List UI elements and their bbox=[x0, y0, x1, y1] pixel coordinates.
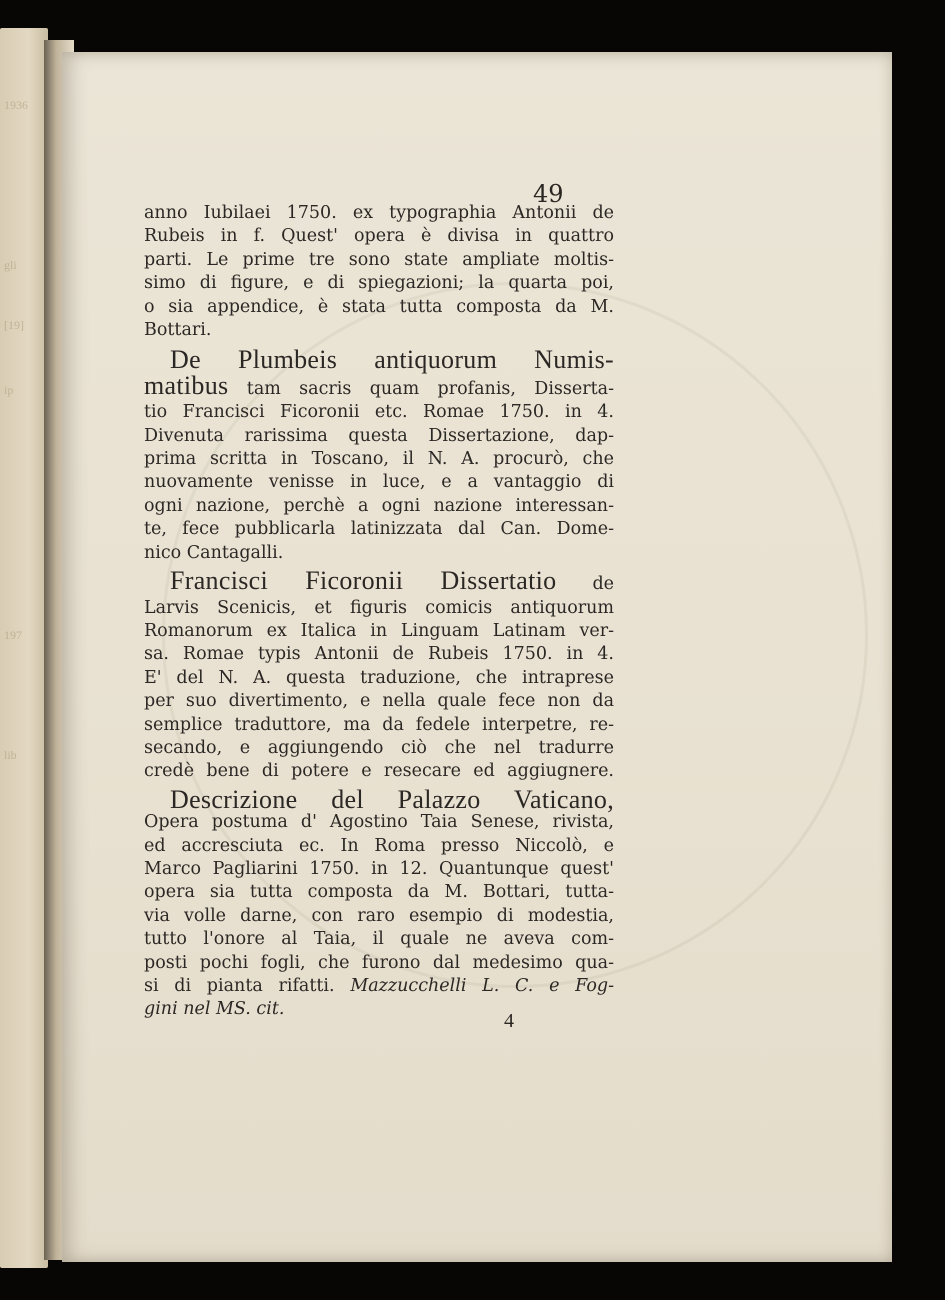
facing-page-fragment: [19] bbox=[4, 318, 24, 332]
signature-mark: 4 bbox=[504, 1010, 514, 1032]
text-line: parti. Le prime tre sono state ampliate moltis- bbox=[144, 249, 614, 270]
text-line: ogni nazione, perchè a ogni nazione interessan- bbox=[144, 495, 614, 516]
citation: Mazzucchelli L. C. e Fog- bbox=[350, 976, 614, 996]
page-number: 49 bbox=[533, 180, 564, 208]
text-line: secando, e aggiungendo ciò che nel tradurre bbox=[144, 737, 614, 758]
text-line: via volle darne, con raro esempio di modestia, bbox=[144, 905, 614, 926]
facing-page-fragment: lib bbox=[4, 748, 17, 762]
text-line: opera sia tutta composta da M. Bottari, tutta- bbox=[144, 882, 614, 903]
text-line: simo di figure, e di spiegazioni; la quarta poi, bbox=[144, 273, 614, 294]
text-line: Romanorum ex Italica in Linguam Latinam ver- bbox=[144, 620, 614, 641]
page-text bbox=[144, 202, 614, 1022]
text-line: Bottari. bbox=[144, 320, 212, 341]
text-line: sa. Romae typis Antonii de Rubeis 1750. in 4. bbox=[144, 644, 614, 665]
entry-title: De Plumbeis antiquorum Numis- bbox=[170, 345, 614, 375]
text-line: credè bene di potere e resecare ed aggiugnere. bbox=[144, 761, 614, 782]
entry-title-continued: matibus bbox=[144, 370, 229, 400]
text-line: o sia appendice, è stata tutta composta da M. bbox=[144, 296, 614, 317]
text-line: anno Iubilaei 1750. ex typographia Antonii de bbox=[144, 203, 614, 223]
text-line: te, fece pubblicarla latinizzata dal Can. Dome- bbox=[144, 519, 614, 540]
text-line-tail: de bbox=[556, 574, 615, 595]
text-line: semplice traduttore, ma da fedele interpetre, re- bbox=[144, 714, 614, 735]
text-line: tutto l'onore al Taia, il quale ne aveva com- bbox=[144, 929, 614, 950]
text-line: Marco Pagliarini 1750. in 12. Quantunque quest' bbox=[144, 858, 614, 879]
text-line bbox=[144, 975, 614, 998]
facing-page-fragment: 197 bbox=[4, 628, 22, 642]
entry-title: Descrizione del Palazzo Vaticano, bbox=[170, 784, 614, 814]
facing-page-fragment: 1936 bbox=[4, 98, 28, 112]
facing-page-fragment: ip bbox=[4, 383, 14, 397]
text-line: Larvis Scenicis, et figuris comicis antiquorum bbox=[144, 597, 614, 618]
text-line bbox=[144, 566, 615, 596]
facing-page-fragment: gli bbox=[4, 258, 17, 272]
text-line: nuovamente venisse in luce, e a vantaggio di bbox=[144, 472, 614, 493]
text-line: Rubeis in f. Quest' opera è divisa in quattro bbox=[144, 226, 614, 247]
text-line: E' del N. A. questa traduzione, che intraprese bbox=[144, 667, 614, 688]
text-line: nico Cantagalli. bbox=[144, 542, 284, 563]
text-line: Opera postuma d' Agostino Taia Senese, rivista, bbox=[144, 812, 614, 833]
facing-page-edge bbox=[0, 28, 48, 1268]
text-line: tio Francisci Ficoronii etc. Romae 1750. in 4. bbox=[144, 402, 614, 423]
text-line: per suo divertimento, e nella quale fece non da bbox=[144, 691, 614, 712]
text-line: posti pochi fogli, che furono dal medesimo qua- bbox=[144, 952, 614, 973]
text-line-head: si di pianta rifatti. bbox=[144, 976, 335, 996]
entry-title: Francisci Ficoronii Dissertatio bbox=[170, 566, 557, 596]
text-line bbox=[144, 370, 614, 401]
text-line: ed accresciuta ec. In Roma presso Niccolò, e bbox=[144, 835, 614, 856]
citation-end: gini nel MS. cit. bbox=[144, 999, 285, 1020]
text-line-tail: tam sacris quam profanis, Disserta- bbox=[228, 378, 614, 399]
text-line: Divenuta rarissima questa Dissertazione, dap- bbox=[144, 425, 614, 446]
text-line: prima scritta in Toscano, il N. A. procurò, che bbox=[144, 449, 614, 470]
